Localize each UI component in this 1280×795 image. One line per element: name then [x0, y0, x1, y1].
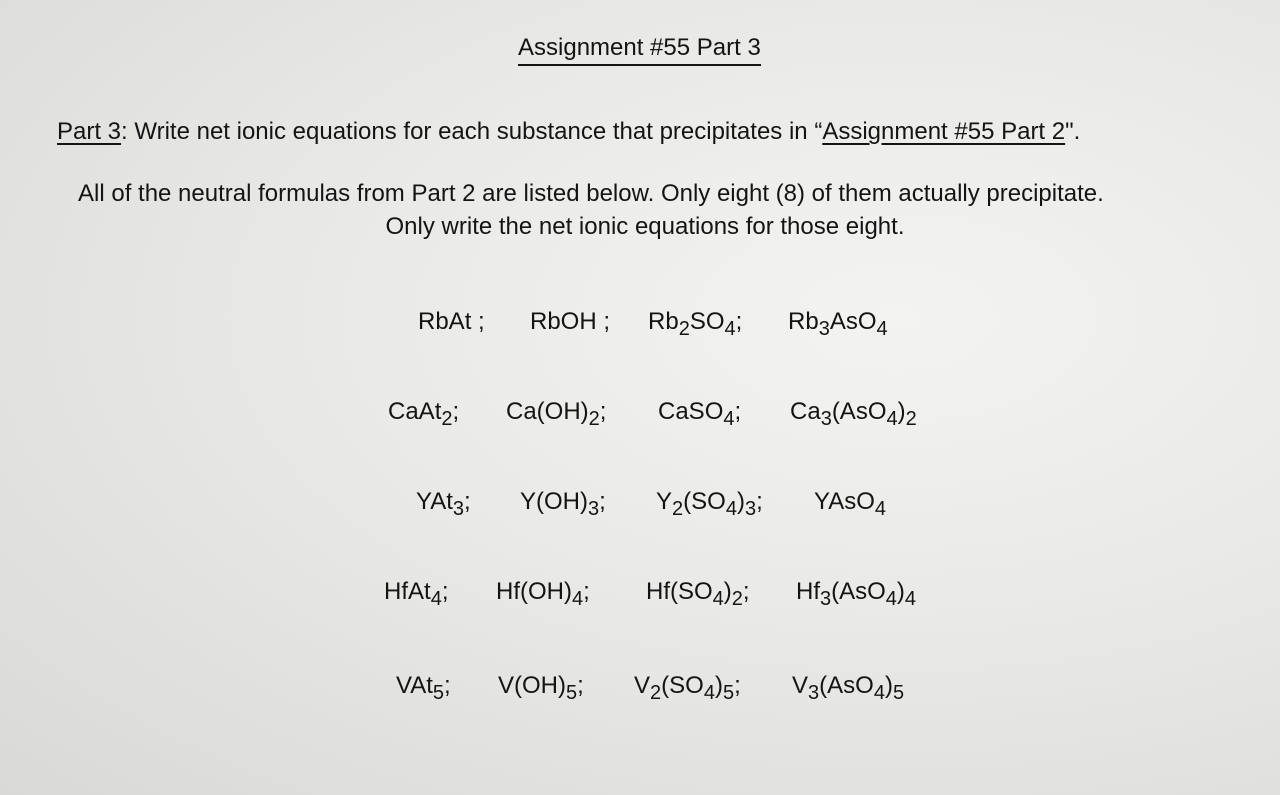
instruction-line-3: Only write the net ionic equations for those eight. [385, 213, 905, 240]
formula-hf3aso44: $Hf_3(AsO_4)_4$ [796, 578, 917, 610]
formula-yat3: YAt$_3$; [416, 488, 471, 520]
formula-yoh3: $Y(OH)_3$; [520, 488, 606, 520]
instruction-text: : Write net ionic equations for each substance that precipitates in “ [121, 118, 823, 145]
formula-caat2: CaAt$_2$; [388, 398, 460, 430]
formula-hfso42: $Hf(SO_4)_2$; [646, 578, 750, 610]
formula-rb2so4: $Rb_2SO_4$; [648, 308, 743, 340]
formula-caoh2: $Ca(OH)_2$; [506, 398, 607, 430]
instruction-line [57, 118, 1080, 146]
part-label: Part 3 [57, 118, 122, 145]
formula-v2so45: $V_2(SO_4)_5$; [634, 672, 741, 704]
formula-hfoh4: $Hf(OH)_4$; [496, 578, 590, 610]
formula-hfat4: HfAt$_4$; [384, 578, 449, 610]
assignment-reference: Assignment #55 Part 2 [822, 118, 1066, 145]
instruction-end: ". [1065, 118, 1081, 145]
formula-rbat: RbAt ; [418, 308, 485, 335]
formula-voh5: $V(OH)_5$; [498, 672, 584, 704]
formula-vat5: VAt$_5$; [396, 672, 451, 704]
formula-rboh: RbOH ; [530, 308, 611, 335]
formula-yaso4: YAsO$_4$ [814, 488, 887, 520]
formula-v3aso45: $V_3(AsO_4)_5$ [792, 672, 905, 704]
assignment-title: Assignment #55 Part 3 [518, 34, 761, 66]
instruction-line-2: All of the neutral formulas from Part 2 are listed below. Only eight (8) of them actually precipitate. [78, 180, 1104, 207]
formula-caso4: CaSO$_4$; [658, 398, 742, 430]
formula-y2so43: $Y_2(SO_4)_3$; [656, 488, 763, 520]
formula-ca3aso42: $Ca_3(AsO_4)_2$ [790, 398, 917, 430]
formula-rb3aso4: $Rb_3AsO_4$ [788, 308, 888, 340]
